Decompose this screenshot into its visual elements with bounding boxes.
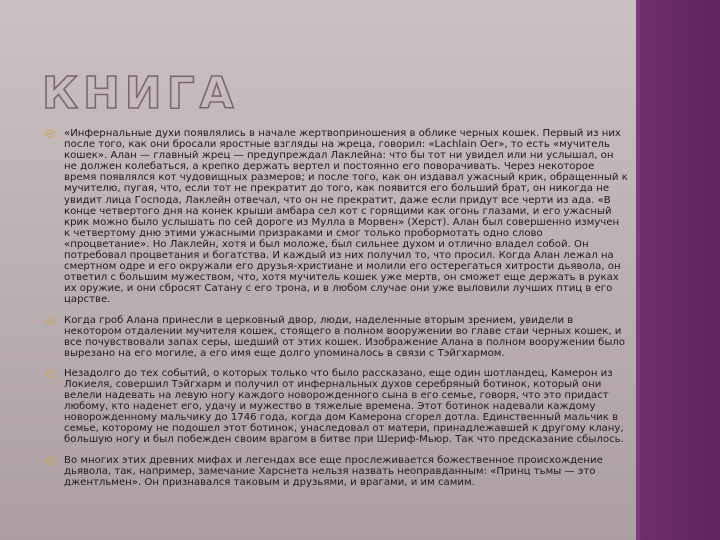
bullet-text: Незадолго до тех событий, о которых только что было рассказано, еще один шотландец, Камерон из Локиеля, совершил Тэйгхарм и получил от инфернальных духов серебряный ботинок, который они велели надевать на левую ногу каждого новорожденного сына в его семье, говоря, что это придаст любому, кто наденет его, удачу и мужество в тяжелые времена. Этот ботинок надевали каждому новорожденному мальчику до 1746 года, когда дом Камерона сгорел дотла. Единственный мальчик в семье, которому не подошел этот ботинок, унаследовал от матери, принадлежавшей к другому клану, большую ногу и был побежден своим врагом в битве при Шериф-Мьюр. Так что предсказание сбылось. [64,367,624,446]
decorative-side-band [640,0,720,540]
bullet-item [46,455,628,488]
bullet-text: Когда гроб Алана принесли в церковный двор, люди, наделенные вторым зрением, увидели в некотором отдалении мучителя кошек, стоящего в полном вооружении во главе стаи черных кошек, и все почувствовали запах серы, шедший от этих кошек. Изображение Алана в полном вооружении было вырезано на его могиле, а его имя еще долго упоминалось в связи с Тэйгхармом. [64,314,625,359]
slide-content [46,128,628,497]
bullet-text: «Инфернальные духи появлялись в начале жертвоприношения в облике черных кошек. Первый из них после того, как они бросали яростные взгляды на жреца, говорил: «Lachlain Oer», то есть «мучитель кошек». Алан — главный жрец — предупреждал Лаклейна: что бы тот ни увидел или ни услышал, он не должен колебаться, а крепко держать вертел и постоянно его поворачивать. Через некоторое время появлялся кот чудовищных размеров; и после того, как он издавал ужасный крик, обращенный к мучителю, пугая, что, если тот не прекратит до того, как появится его больший брат, он никогда не увидит лица Господа, Лаклейн отвечал, что он не прекратит, даже если придут все черти из ада. «В конце четвертого дня на конек крыши амбара сел кот с горящими как огонь глазами, и его ужасный крик можно было услышать по сей дороге из Мулла в Морвен» (Херст). Алан был совершенно измучен к четвертому дню этими ужасными призраками и смог только пробормотать одно слово «процветание». Но Лаклейн, хотя и был моложе, был сильнее духом и отлично владел собой. Он потребовал процветания и богатства. И каждый из них получил то, что просил. Когда Алан лежал на смертном одре и его окружали его друзья-христиане и молили его остерегаться хитрости дьявола, он ответил с большим мужеством, что, хотя мучитель кошек уже мертв, он сможет еще держать в руках их оружие, и они сбросят Сатану с его трона, и в любом случае они уже выловили лучших птиц в его царстве. [64,128,628,306]
bullet-item [46,315,628,359]
bullet-item [46,128,628,306]
bullet-icon [46,457,54,465]
bullet-icon [46,317,54,325]
bullet-text: Во многих этих древних мифах и легендах все еще прослеживается божественное происхождение дьявола, так, например, замечание Харснета нельзя назвать неоправданным: «Принц тьмы — это джентльмен». Он признавался таковым и друзьями, и врагами, и им самим. [64,454,603,488]
bullet-icon [46,370,54,378]
bullet-icon [46,130,54,138]
slide-title: КНИГА [42,68,239,119]
bullet-item [46,368,628,446]
